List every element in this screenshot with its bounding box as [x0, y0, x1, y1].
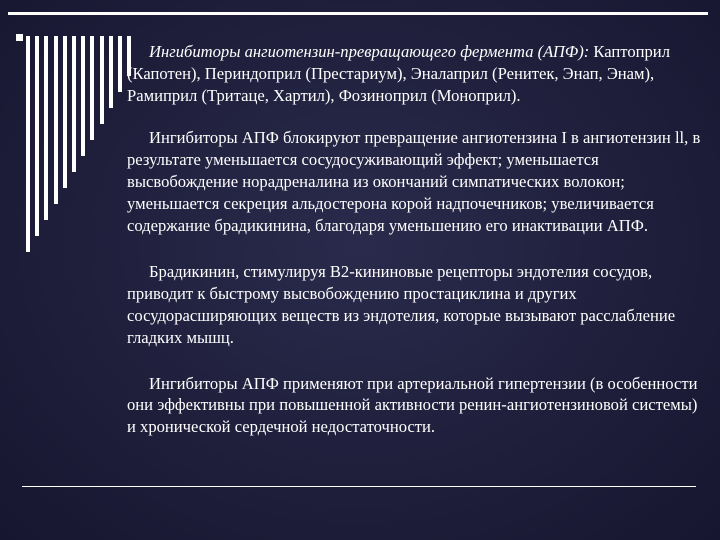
paragraph-bradykinin: Брадикинин, стимулируя В2-кининовые рецепторы эндотелия сосудов, приводит к быстрому высвобождению простациклина и других сосудорасширяющих веществ из эндотелия, которые вызывают расслабление гладких мышц. [127, 262, 676, 347]
vertical-bar-decoration [35, 36, 39, 236]
bottom-rule-line [22, 486, 696, 487]
vertical-bar-decoration [63, 36, 67, 188]
vertical-bar-decoration [54, 36, 58, 204]
paragraph-lead-italic: Ингибиторы ангиотензин-превращающего фермента (АПФ): [149, 42, 590, 61]
vertical-bars-decoration [0, 0, 140, 260]
vertical-bar-decoration [26, 36, 30, 252]
vertical-bar-decoration [118, 36, 122, 92]
vertical-bar-decoration [44, 36, 48, 220]
vertical-bar-decoration [109, 36, 113, 108]
slide-body-text [127, 41, 703, 438]
vertical-bar-decoration [81, 36, 85, 156]
paragraph-indications: Ингибиторы АПФ применяют при артериальной гипертензии (в особенности они эффективны при повышенной активности ренин-ангиотензиновой системы) и хронической сердечной недостаточности. [127, 373, 698, 437]
paragraph-drug-names: Каптоприл (Капотен), Периндоприл (Престариум), Эналаприл (Ренитек, Энап, Энам), Рамиприл (Тритаце, Хартил), Фозиноприл (Моноприл). [127, 42, 670, 105]
vertical-bar-decoration [72, 36, 76, 172]
vertical-bar-decoration [100, 36, 104, 124]
paragraph-ace-inhibitors-list [127, 41, 703, 106]
vertical-bar-decoration [90, 36, 94, 140]
paragraph-mechanism: Ингибиторы АПФ блокируют превращение ангиотензина I в ангиотензин ll, в результате уменьшается сосудосуживающий эффект; уменьшается высвобождение норадреналина из окончаний симпатических волокон; уменьшается секреция альдостерона корой надпочечников; увеличивается содержание брадикинина, благодаря уменьшению его инактивации АПФ. [127, 128, 701, 235]
